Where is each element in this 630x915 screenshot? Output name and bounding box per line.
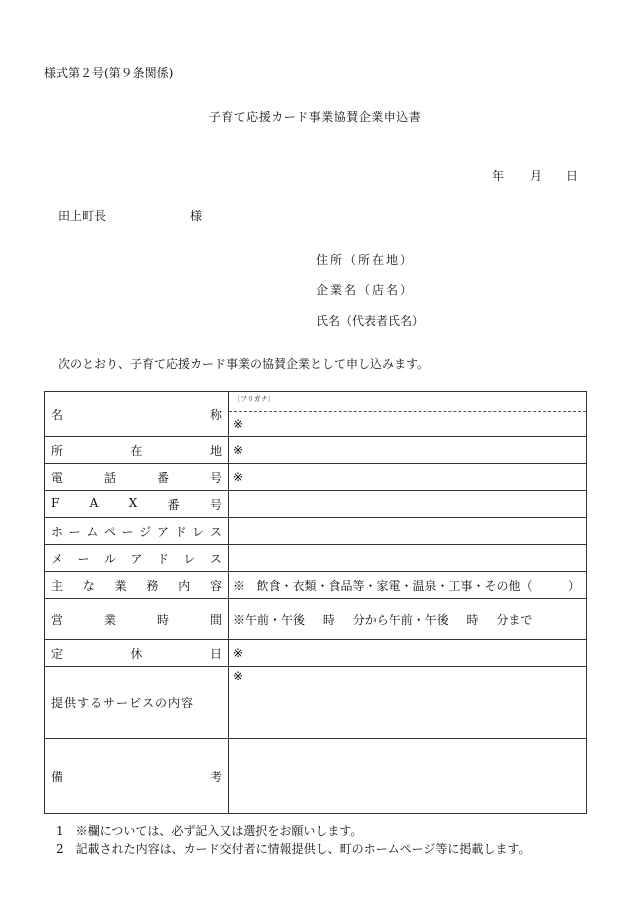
row-location [45,437,587,464]
label-chars [51,768,222,785]
label-char: ル [103,551,116,566]
row-phone [45,464,587,491]
date-day-label: 日 [566,169,579,183]
hours-start-hour: 時 [322,612,335,627]
label-phone [45,464,229,491]
label-chars [51,469,222,486]
label-char: 話 [103,470,116,485]
required-mark: ※ [233,443,244,457]
label-location [45,437,229,464]
label-chars [51,550,222,567]
value-services[interactable] [229,667,587,739]
label-chars [51,611,222,628]
date-month-label: 月 [530,169,543,183]
row-holiday [45,640,587,667]
label-char: 備 [51,769,64,784]
label-holiday [45,640,229,667]
application-form-table [44,391,587,814]
label-char: 業 [103,612,116,627]
label-char: ホ [51,524,64,539]
label-char: 番 [156,470,169,485]
value-email[interactable] [229,545,587,572]
intro-text: 次のとおり、子育て応援カード事業の協賛企業として申し込みます。 [58,357,430,371]
document-title: 子育て応援カード事業協賛企業申込書 [208,110,422,124]
value-name[interactable] [229,392,587,437]
label-char: ス [209,551,222,566]
label-char: 名 [51,407,64,422]
date-year-label: 年 [492,169,505,183]
label-char: 所 [51,443,64,458]
hours-start-ampm: ※午前・午後 [233,612,306,627]
value-remarks[interactable] [229,739,587,814]
label-char: X [128,495,138,510]
value-business[interactable] [229,572,587,599]
label-char: 番 [167,497,180,512]
label-char: 業 [114,578,127,593]
required-mark: ※ [233,578,246,593]
label-char: ド [174,524,187,539]
business-other-close: ） [567,578,580,593]
label-char: ス [209,524,222,539]
label-char: 容 [209,578,222,593]
value-location[interactable] [229,437,587,464]
business-options [233,577,586,594]
label-char: 号 [209,470,222,485]
label-char: ム [86,524,99,539]
label-char: 内 [178,578,191,593]
note-1: 1 ※欄については、必ず記入又は選択をお願いします。 [56,824,363,838]
label-email [45,545,229,572]
required-mark: ※ [233,470,244,484]
row-remarks [45,739,587,814]
label-services [45,667,229,739]
hours-end-hour: 時 [466,612,479,627]
label-hours [45,599,229,640]
label-char: ア [156,524,169,539]
label-chars [51,645,222,662]
label-char: 休 [130,646,143,661]
label-char: メ [51,551,64,566]
row-fax [45,491,587,518]
row-business [45,572,587,599]
applicant-address-label: 住所（所在地） [316,253,415,267]
applicant-name-label: 氏名（代表者氏名） [316,314,425,328]
value-holiday[interactable] [229,640,587,667]
value-phone[interactable] [229,464,587,491]
label-char: 間 [209,612,222,627]
label-char: レ [183,551,196,566]
value-hours[interactable] [229,599,587,640]
hours-end-ampm: 分から午前・午後 [352,612,449,627]
required-mark: ※ [233,669,244,683]
label-char: 日 [209,646,222,661]
label-char: ー [68,524,81,539]
label-char: A [89,495,99,510]
label-char: 在 [130,443,143,458]
furigana-label: 〔フリガナ〕 [229,392,586,412]
label-char: 営 [51,612,64,627]
label-chars [51,577,222,594]
applicant-company-label: 企業名（店名） [316,283,415,297]
label-char: 主 [51,578,64,593]
label-char: 称 [209,407,222,422]
row-name [45,392,587,437]
value-fax[interactable] [229,491,587,518]
business-option-text [233,577,532,594]
label-char: 電 [51,470,64,485]
label-char: ペ [103,524,116,539]
form-reference: 様式第２号(第９条関係) [44,66,174,80]
business-options-list: 飲食・衣類・食品等・家電・温泉・工事・その他（ [256,578,533,593]
label-char: な [82,578,95,593]
note-2: 2 記載された内容は、カード交付者に情報提供し、町のホームページ等に掲載します。 [56,842,531,856]
label-chars [51,406,222,423]
label-char: ー [77,551,90,566]
label-char: 号 [209,497,222,512]
row-homepage [45,518,587,545]
label-char: 定 [51,646,64,661]
addressee: 田上町長 [58,209,107,223]
label-char: ー [121,524,134,539]
label-remarks [45,739,229,814]
value-homepage[interactable] [229,518,587,545]
honorific: 様 [190,209,203,223]
label-business [45,572,229,599]
label-char: ア [130,551,143,566]
label-char: F [51,495,60,510]
required-mark: ※ [233,646,244,660]
row-services [45,667,587,739]
required-mark: ※ [233,417,244,431]
label-char: 時 [156,612,169,627]
label-chars [51,442,222,459]
row-hours [45,599,587,640]
label-char: 務 [146,578,159,593]
label-char: 考 [209,769,222,784]
label-char: ド [156,551,169,566]
row-email [45,545,587,572]
label-text: 提供するサービスの内容 [51,696,195,710]
label-char: ジ [139,524,152,539]
label-char: レ [192,524,205,539]
hours-end-minute: 分まで [496,612,533,627]
label-chars [51,523,222,540]
label-chars [51,496,222,513]
label-fax [45,491,229,518]
label-homepage [45,518,229,545]
label-name [45,392,229,437]
label-char: 地 [209,443,222,458]
